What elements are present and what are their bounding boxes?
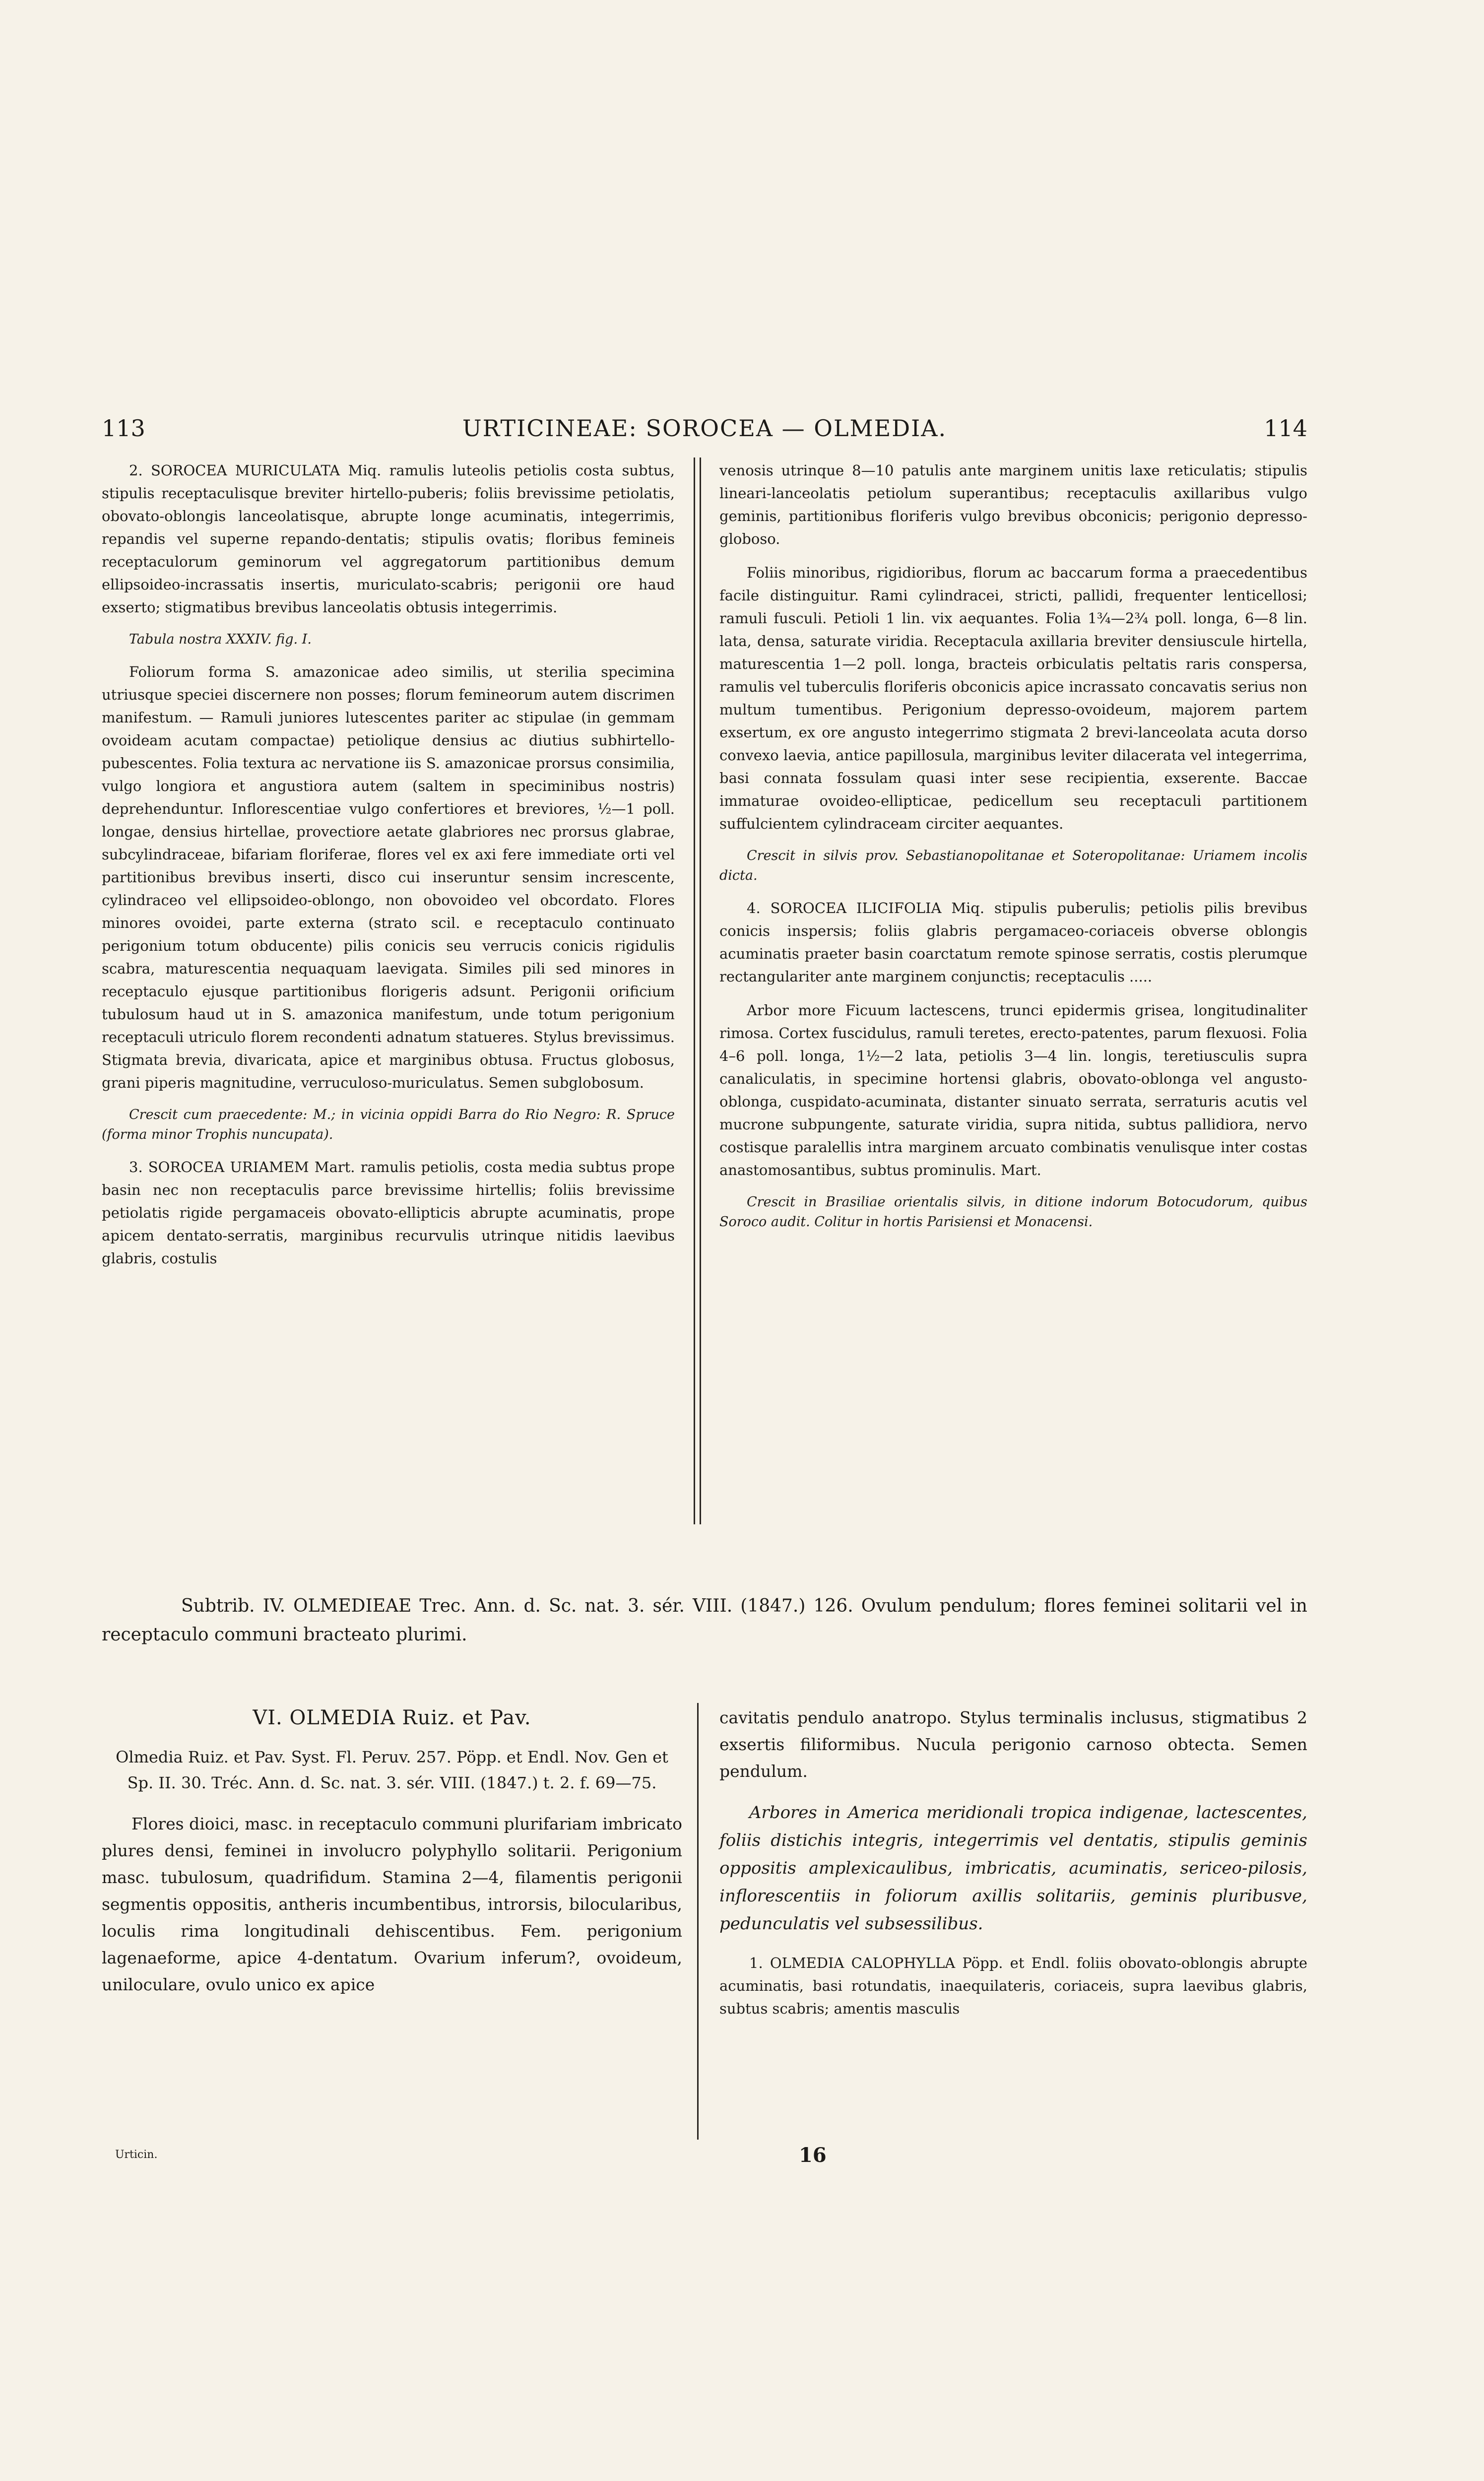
species-3-crescit: Crescit in silvis prov. Sebastianopolitanae et Soteropolitanae: Uriamem incolis dicta. (719, 848, 1307, 883)
page-number-left: 113 (102, 415, 145, 442)
running-title: URTICINEAE: SOROCEA — OLMEDIA. (462, 415, 947, 442)
right-column (719, 459, 1307, 1243)
species-3-diagnosis: 3. SOROCEA URIAMEM Mart. ramulis petiolis, costa media subtus prope basin nec non receptaculis parce brevissime hirtellis; foliis brevissime petiolatis rigide pergamaceis obovato-ellipticis abrupte acuminatis, prope apicem dentato-serratis, marginibus recurvulis utrinque nitidis laevibus glabris, costulis (102, 1159, 675, 1267)
genus-character: Flores dioici, masc. in receptaculo communi plurifariam imbricato plures densi, feminei in involucro polyphyllo solitarii. Perigonium masc. tubulosum, quadrifidum. Stamina 2—4, filamentis perigonii segmentis oppositis, antheris incumbentibus, introrsis, bilocularibus, loculis rima longitudinali dehiscentibus. Fem. perigonium lagenaeforme, apice 4-dentatum. Ovarium inferum?, ovoideum, uniloculare, ovulo unico ex apice (102, 1814, 682, 1994)
species-4-crescit: Crescit in Brasiliae orientalis silvis, in ditione indorum Botocudorum, quibus Soroco audit. Colitur in hortis Parisiensi et Monacensi. (719, 1194, 1307, 1230)
genus-title: VI. OLMEDIA Ruiz. et Pav. (253, 1706, 531, 1729)
genus-column-right (719, 1704, 1307, 2034)
species-4-description: Arbor more Ficuum lactescens, trunci epidermis grisea, longitudinaliter rimosa. Cortex fuscidulus, ramuli teretes, erecto-patentes, parum flexuosi. Folia 4–6 poll. longa, 1½—2 lata, petiolis 3—4 lin. longis, teretiusculis supra canaliculatis, in specimine hortensi glabris, obovato-oblonga vel angusto-oblonga, cuspidato-acuminata, distanter sinuato serrata, serraturis acutis vel mucrone subpungente, saturate viridia, supra nitida, subtus pallidiora, nervo costisque paralellis intra marginem arcuato combinatis venulisque inter costas anastomosantibus, subtus prominulis. Mart. (719, 1002, 1307, 1178)
species-3-description: Foliis minoribus, rigidioribus, florum ac baccarum forma a praecedentibus facile distinguitur. Rami cylindracei, stricti, pallidi, frequenter lenticellosi; ramuli fusculi. Petioli 1 lin. vix aequantes. Folia 1¾—2¾ poll. longa, 6—8 lin. lata, densa, saturate viridia. Receptacula axillaria breviter densiuscule hirtella, maturescentia 1—2 poll. longa, bracteis orbiculatis peltatis raris conspersa, ramulis vel tuberculis floriferis obconicis apice incrassato concavatis serius non multum tumentibus. Perigonium depresso-ovoideum, majorem partem exsertum, ex ore angusto integerrimo stigmata 2 brevi-lanceolata acuta dorso convexo laevia, antice papillosula, marginibus leviter dilacerata vel integerrima, basi connata fossulam quasi inter sese recipientia, exserente. Baccae immaturae ovoideo-ellipticae, pedicellum seu receptaculi partitionem suffulcientem cylindraceam circiter aequantes. (719, 564, 1307, 832)
species-2-plate: Tabula nostra XXXIV. fig. I. (129, 632, 312, 647)
species-2-diagnosis: 2. SOROCEA MURICULATA Miq. ramulis luteolis petiolis costa subtus, stipulis receptaculisque breviter hirtello-puberis; foliis brevissime petiolatis, obovato-oblongis lanceolatisque, abrupte longe acuminatis, integerrimis, repandis vel superne repando-dentatis; stipulis ovatis; floribus femineis receptaculorum geminorum vel aggregatorum partitionibus demum ellipsoideo-incrassatis insertis, muriculato-scabris; perigonii ore haud exserto; stigmatibus brevibus lanceolatis obtusis integerrimis. (102, 462, 675, 616)
species-2-description: Foliorum forma S. amazonicae adeo similis, ut sterilia specimina utriusque speciei discernere non posses; florum femineorum autem discrimen manifestum. — Ramuli juniores lutescentes pariter ac stipulae (in gemmam ovoideam acutam compactae) petiolique densius ac diutius subhirtello-pubescentes. Folia textura ac nervatione iis S. amazonicae prorsus consimilia, vulgo longiora et angustiora autem (saltem in speciminibus nostris) deprehenduntur. Inflorescentiae vulgo confertiores et breviores, ½—1 poll. longae, densius hirtellae, provectiore aetate glabriores nec prorsus glabrae, subcylindraceae, bifariam floriferae, flores vel ex axi fere immediate orti vel partitionibus brevibus inserti, disco cui inseruntur sensim increscente, cylindraceo vel ellipsoideo-oblongo, non obovoideo vel obcordato. Flores minores ovoidei, parte externa (strato scil. e receptaculo continuato perigonium totum obducente) pilis conicis seu verrucis conicis rigidulis scabra, maturescentia nequaquam laevigata. Similes pili sed minores in receptaculo ejusque partitionibus florigeris adsunt. Perigonii orificium tubulosum haud ut in S. amazonica manifestum, unde totum perigonium receptaculi utriculo florem recondenti adnatum statueres. Stylus brevissimus. Stigmata brevia, divaricata, apice et marginibus obtusa. Fructus globosus, grani piperis magnitudine, verruculoso-muriculatus. Semen subglobosum. (102, 663, 675, 1091)
genus-character-continued: cavitatis pendulo anatropo. Stylus terminalis inclusus, stigmatibus 2 exsertis filiformibus. Nucula perigonio carnoso obtecta. Semen pendulum. (719, 1708, 1307, 1781)
genus-column-left (102, 1704, 682, 2012)
left-column (102, 459, 675, 1281)
genus-synonymy: Olmedia Ruiz. et Pav. Syst. Fl. Peruv. 257. Pöpp. et Endl. Nov. Gen et Sp. II. 30. Tréc. Ann. d. Sc. nat. 3. sér. VIII. (1847.) t. 2. f. 69—75. (116, 1748, 668, 1792)
genus-habit: Arbores in America meridionali tropica indigenae, lactescentes, foliis distichis integris, integerrimis vel dentatis, stipulis geminis oppositis amplexicaulibus, imbricatis, acuminatis, sericeo-pilosis, inflorescentiis in foliorum axillis solitariis, geminis pluribusve, pedunculatis vel subsessilibus. (719, 1803, 1307, 1934)
column-divider (694, 457, 701, 1524)
species-4-diagnosis: 4. SOROCEA ILICIFOLIA Miq. stipulis puberulis; petiolis pilis brevibus conicis inspersis; foliis glabris pergamaceo-coriaceis obverse oblongis acuminatis praeter basin coarctatum remote spinose serratis, costis plerumque rectangulariter ante marginem conjunctis; receptaculis ..... (719, 900, 1307, 985)
species-3-continued: venosis utrinque 8—10 patulis ante marginem unitis laxe reticulatis; stipulis lineari-lanceolatis petiolum superantibus; receptaculis axillaribus vulgo geminis, partitionibus floriferis vulgo brevibus obconicis; perigonio depresso-globoso. (719, 462, 1307, 547)
signature-number: 16 (799, 2144, 827, 2167)
species-2-crescit: Crescit cum praecedente: M.; in vicinia oppidi Barra do Rio Negro: R. Spruce (forma minor Trophis nuncupata). (102, 1107, 675, 1142)
genus-column-divider (697, 1703, 699, 2140)
running-header (102, 411, 1307, 446)
page-number-right: 114 (1264, 415, 1307, 442)
signature-label: Urticin. (115, 2149, 158, 2161)
subtribe-heading: Subtrib. IV. OLMEDIEAE Trec. Ann. d. Sc. nat. 3. sér. VIII. (1847.) 126. Ovulum pendulum; flores feminei solitarii vel in receptaculo communi bracteato plurimi. (102, 1596, 1307, 1645)
olmedia-species-1: 1. OLMEDIA CALOPHYLLA Pöpp. et Endl. foliis obovato-oblongis abrupte acuminatis, basi rotundatis, inaequilateris, coriaceis, supra laevibus glabris, subtus scabris; amentis masculis (719, 1955, 1307, 2017)
